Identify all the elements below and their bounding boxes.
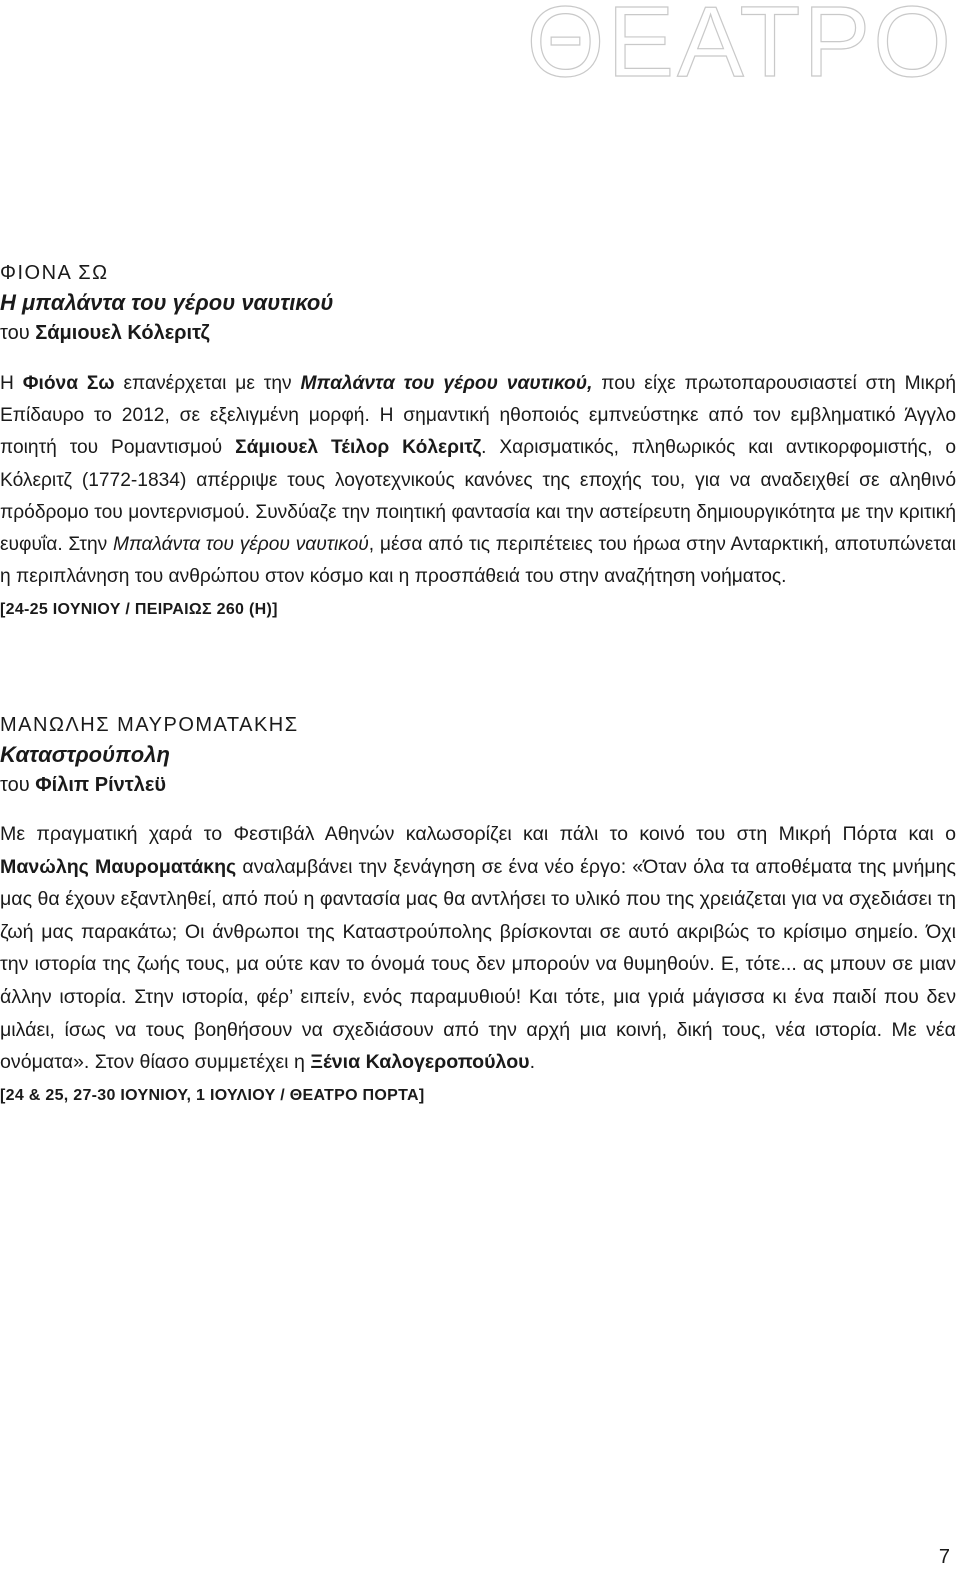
author-line — [0, 770, 956, 800]
work-title: Η μπαλάντα του γέρου ναυτικού — [0, 290, 334, 315]
page-number: 7 — [938, 1546, 950, 1568]
date-venue: [24 & 25, 27-30 ΙΟΥΝΙΟΥ, 1 ΙΟΥΛΙΟΥ / ΘΕΑΤΡΟ ΠΟΡΤΑ] — [0, 1086, 425, 1104]
director-name: ΦΙΟΝΑ ΣΩ — [0, 262, 109, 284]
author-line — [0, 318, 956, 348]
description-paragraph — [0, 368, 956, 593]
text-run: Η — [0, 373, 23, 394]
author-name: Σάμιουελ Κόλεριτζ — [35, 322, 210, 344]
work-title-inline: Μπαλάντα του γέρου ναυτικού — [112, 534, 369, 556]
cast-member-name: Ξένια Καλογεροπούλου — [310, 1051, 530, 1074]
text-run: επανέρχεται με την — [114, 373, 301, 394]
text-run: αναλαμβάνει την ξενάγηση σε ένα νέο έργο: «Όταν όλα τα αποθέματα της μνήμης μας θα έχουν εξαντληθεί, από πού η φαντασία μας θα αντλήσει το υλικό που της χρειάζεται για να σχεδιάσει τη ζωή μας παρακάτω; Οι άνθρωποι της Καταστρούπολης βρίσκονται σε αυτό ακριβώς το κρίσιμο σημείο. Όχι την ιστορία της ζωής τους, μα ούτε καν το όνομά τους δεν μπορούν να θυμηθούν. Ε, τότε... ας μπουν σε μιαν άλλην ιστορία. Στην ιστορία, φέρ’ ειπείν, ενός παραμυθιού! Και τότε, μια γριά μάγισσα κι ένα παιδί που δεν μιλάει, ίσως να τους βοηθήσουν να σχεδιάσουν από την αρχή μια κοινή, δική τους, νέα ιστορία. Με νέα ονόματα». Στον θίασο συμμετέχει η — [0, 855, 956, 1074]
author-prefix: του — [0, 322, 30, 344]
text-run: που είχε πρωτοπαρουσιαστεί στη Μικρή Επίδαυρο το 2012, σε εξελιγμένη μορφή. Η σημαντική ηθοποιός εμπνεύστηκε από τον εμβληματικό Άγγλο ποιητή του Ρομαντισμού — [0, 373, 957, 459]
text-run: . — [529, 1051, 536, 1074]
text-run: , μέσα από τις περιπέτειες του ήρωα στην Ανταρκτική, αποτυπώνεται η περιπλάνηση του ανθρώπου στον κόσμο και η προσπάθειά του στην αναζήτηση νοήματος. — [0, 534, 956, 588]
author-name: Φίλιπ Ρίντλεϋ — [35, 774, 166, 796]
author-prefix: του — [0, 774, 30, 796]
event-section-katastroupoli — [0, 710, 956, 1109]
text-run: . Χαρισματικός, πληθωρικός και αντικορφομιστής, ο Κόλεριτζ (1772-1834) απέρριψε τους λογοτεχνικούς κανόνες της εποχής του, για να αναδειχθεί σε αληθινό πρόδρομο του μοντερνισμού. Συνδύαζε την ποιητική φαντασία και την αστείρευτη δημιουργικότητα με την κριτική ευφυΐα. Στην — [0, 437, 956, 556]
work-title-inline: Μπαλάντα του γέρου ναυτικού, — [300, 373, 593, 394]
director-name-inline: Μανώλης Μαυροματάκης — [0, 855, 237, 878]
work-title: Καταστρούπολη — [0, 742, 170, 767]
text-run: Με πραγματική χαρά το Φεστιβάλ Αθηνών καλωσορίζει και πάλι το κοινό του στη Μικρή Πόρτα και ο — [0, 823, 956, 845]
page-header-title: ΘΕΑΤΡΟ — [526, 0, 954, 98]
performer-name: Φιόνα Σω — [22, 373, 115, 394]
event-section-ballad — [0, 258, 956, 623]
description-paragraph — [0, 818, 956, 1079]
poet-name: Σάμιουελ Τέιλορ Κόλεριτζ — [235, 437, 482, 459]
director-name: ΜΑΝΩΛΗΣ ΜΑΥΡΟΜΑΤΑΚΗΣ — [0, 714, 299, 736]
date-venue: [24-25 ΙΟΥΝΙΟΥ / ΠΕΙΡΑΙΩΣ 260 (Η)] — [0, 601, 278, 619]
